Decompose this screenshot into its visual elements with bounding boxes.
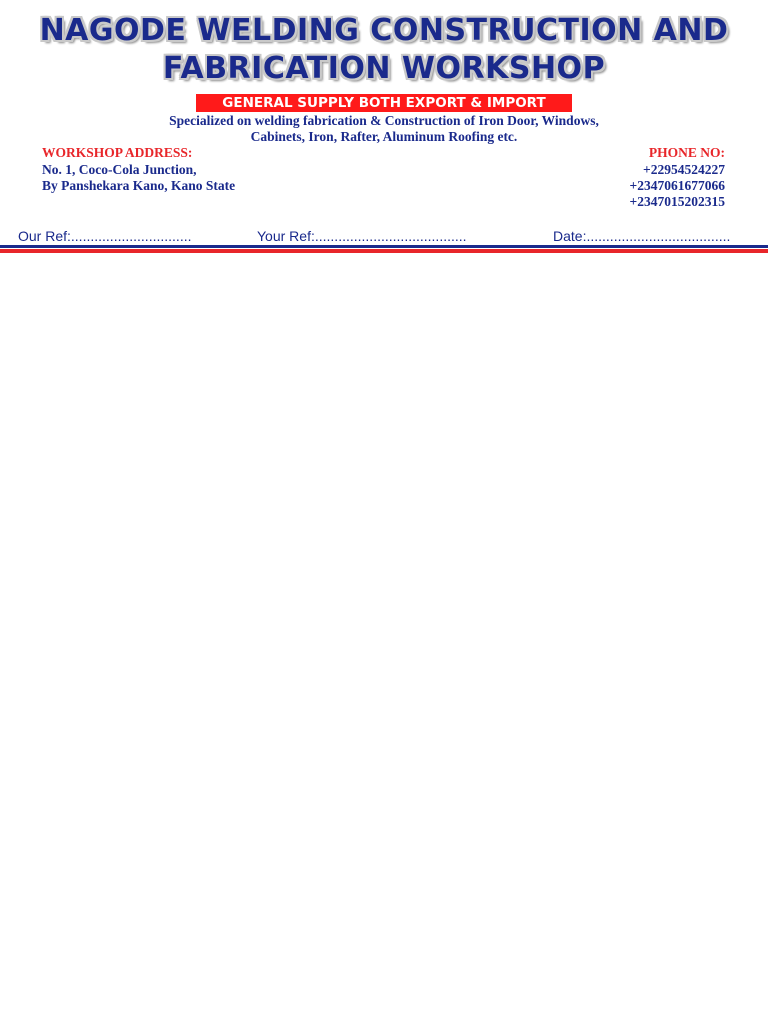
header-divider-red: [0, 249, 768, 253]
company-title-line2: FABRICATION WORKSHOP: [162, 51, 606, 86]
phone-number-1: +22954524227: [643, 162, 725, 177]
address-line1: No. 1, Coco-Cola Junction,: [42, 162, 197, 177]
date-field: Date:.....................................: [553, 228, 731, 244]
company-title-line1: NAGODE WELDING CONSTRUCTION AND: [39, 13, 729, 48]
workshop-address-label: WORKSHOP ADDRESS:: [42, 145, 193, 160]
letter-body: [0, 260, 768, 1024]
letterhead: [0, 0, 768, 260]
supply-banner: GENERAL SUPPLY BOTH EXPORT & IMPORT: [196, 94, 572, 112]
phone-number-3: +2347015202315: [629, 194, 725, 209]
phone-number-2: +2347061677066: [629, 178, 725, 193]
specialization-line1: Specialized on welding fabrication & Construction of Iron Door, Windows,: [169, 113, 599, 128]
your-ref-field: Your Ref:.......................................: [257, 228, 467, 244]
our-ref-field: Our Ref:...............................: [18, 228, 192, 244]
header-divider-blue: [0, 245, 768, 248]
address-line2: By Panshekara Kano, Kano State: [42, 178, 236, 193]
specialization-line2: Cabinets, Iron, Rafter, Aluminum Roofing etc.: [250, 129, 518, 144]
phone-label: PHONE NO:: [648, 145, 725, 160]
